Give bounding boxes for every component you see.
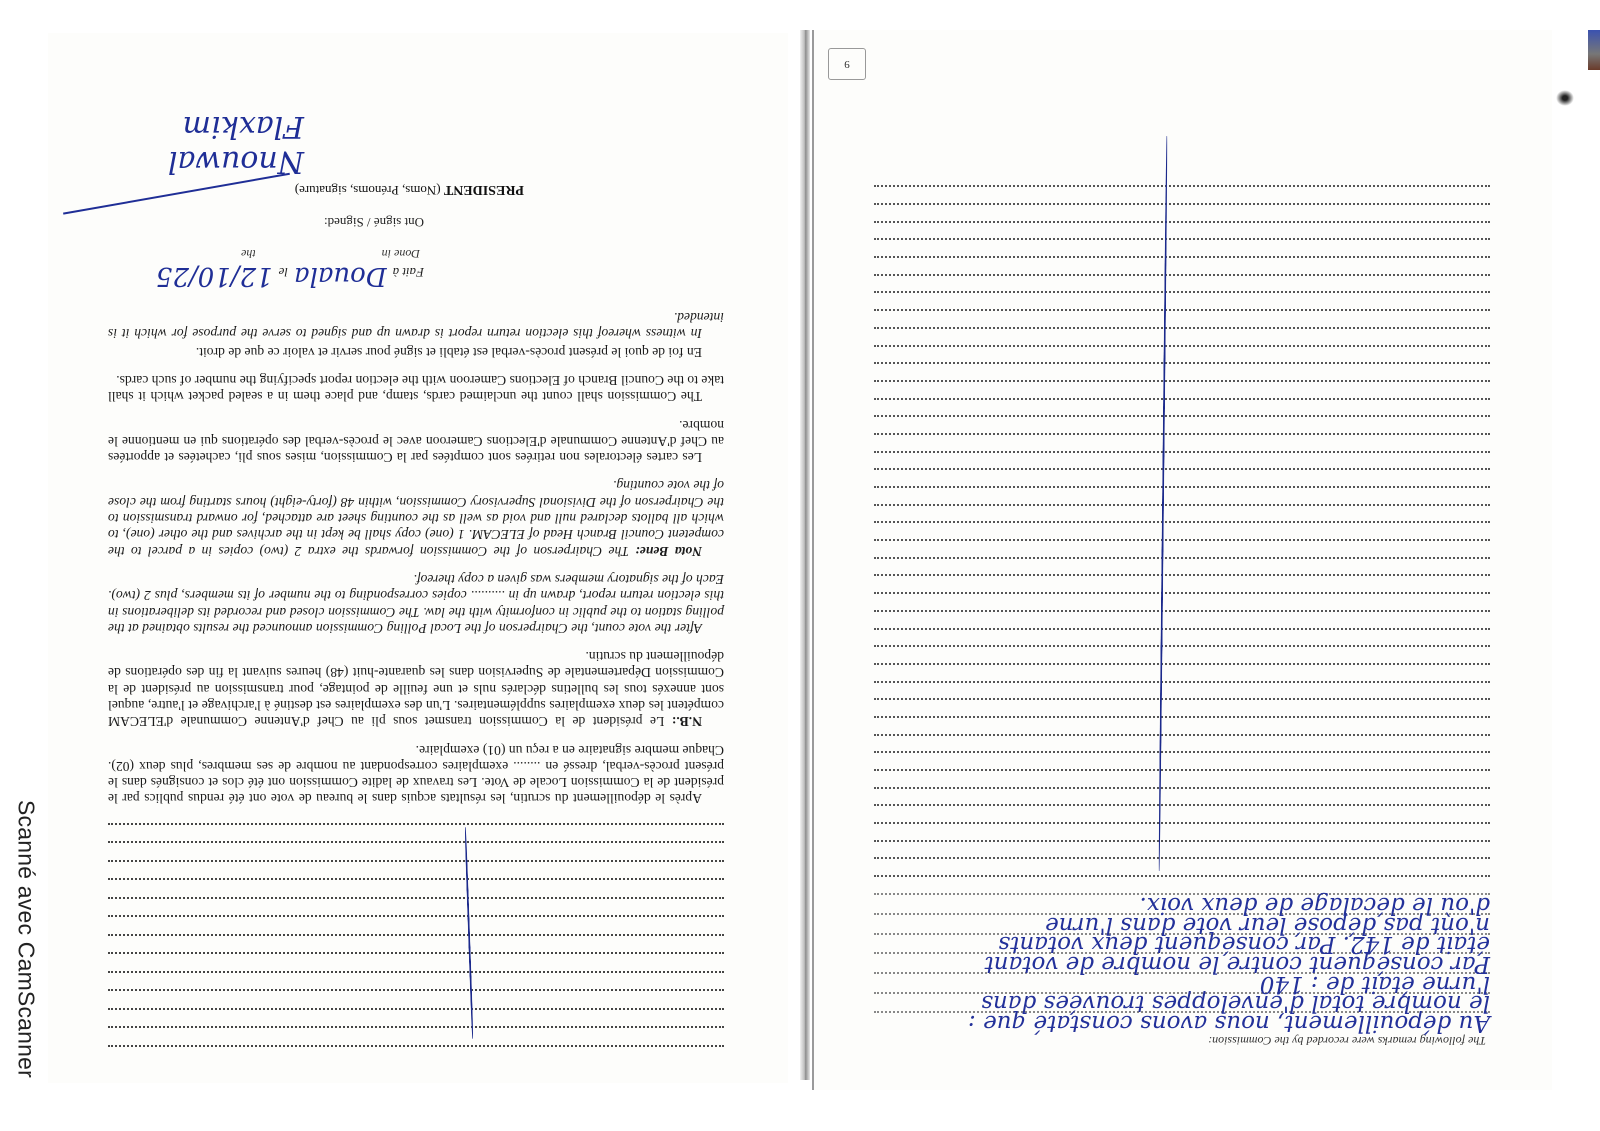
blank-dotted-line (874, 345, 1490, 347)
camscanner-watermark: Scanné avec CamScanner (13, 800, 40, 1078)
blank-dotted-line (874, 433, 1490, 435)
blank-dotted-line (874, 362, 1490, 364)
president-title: PRESIDENT (443, 181, 524, 197)
paragraph-fr-witness: En foi de quoi le présent procès-verbal est établi et signé pour servir et valoir ce que de droit. (195, 344, 702, 360)
blank-dotted-line (874, 858, 1490, 860)
blank-dotted-line (874, 769, 1490, 771)
blank-dotted-line (874, 398, 1490, 400)
blank-dotted-line (108, 953, 724, 955)
blank-dotted-line (874, 840, 1490, 842)
blank-dotted-line (874, 380, 1490, 382)
nb-label: N.B.: (671, 714, 702, 730)
handwritten-line: le nombre total d'enveloppes trouvées dans (874, 992, 1490, 1012)
blank-dotted-line (874, 663, 1490, 665)
handwritten-place: Douala (294, 260, 387, 291)
blank-dotted-line (874, 415, 1490, 417)
blank-dotted-line (108, 897, 724, 899)
blank-dotted-line (874, 822, 1490, 824)
paragraph-en-results: After the vote count, the Chairperson of the Local Polling Commission announced the results obtained at the polling station to the public in conformity with the law. The Commission closed and recorded its deliberations in this election return report, drawn up in .......... copies corresponding to the number of its members, plus 2 (two). Each of the signatory members was given a copy thereof. (108, 571, 724, 636)
blank-dotted-line (874, 575, 1490, 577)
handwritten-line: Au dépouillement, nous avons constaté que : (874, 1011, 1490, 1031)
blank-dotted-line (874, 804, 1490, 806)
blank-dotted-line (874, 221, 1490, 223)
blank-dotted-line (874, 327, 1490, 329)
left-page (48, 33, 788, 1083)
blank-dotted-line (874, 468, 1490, 470)
nota-bene-label: Nota Bene: (635, 543, 702, 559)
handwritten-date: 12/10/25 (155, 260, 273, 291)
blank-dotted-line (108, 823, 724, 825)
blank-dotted-line (874, 628, 1490, 630)
president-subtitle: (Noms, Prénoms, signature) (294, 182, 441, 198)
ink-smudge (1556, 90, 1574, 106)
blank-dotted-line (874, 716, 1490, 718)
blank-dotted-line (874, 539, 1490, 541)
blank-dotted-line (874, 521, 1490, 523)
blank-lines-block (108, 823, 724, 1047)
paragraph-fr-cards: Les cartes électorales non retirées sont comptées par la Commission, mises sous pli, cachetées et apportées au Chef d'Antenne Communale d'Elections Cameroon avec le procès-verbal des opérations qui en mentionne le nombre. (108, 417, 724, 466)
blank-dotted-line (874, 451, 1490, 453)
blank-dotted-line (874, 610, 1490, 612)
handwritten-line: Par conséquent contre le nombre de votant (874, 952, 1490, 972)
the-label: the (241, 246, 256, 261)
blank-dotted-line (108, 1045, 724, 1047)
done-in-label: Done in (381, 246, 420, 261)
blank-dotted-line (874, 681, 1490, 683)
le-label: le (278, 264, 289, 280)
blank-dotted-line (108, 916, 724, 918)
blank-dotted-line (874, 256, 1490, 258)
blank-dotted-line (108, 879, 724, 881)
blank-dotted-line (874, 787, 1490, 789)
signed-label: Ont signé / Signed: (323, 214, 424, 230)
blank-dotted-line (874, 203, 1490, 205)
paragraph-en-nota-bene: Nota Bene: The Chairperson of the Commission forwards the extra 2 (two) copies in a parcel to the competent Council Branch Head of ELECAM. 1 (one) copy shall be kept in the archives and the other (one), to which all ballots declared null and void as well as the counting sheet are attached, for onward transmission to the Chairperson of the Divisional Supervisory Commission, within 48 (forty-eight) hours starting from the close of the vote counting. (108, 478, 724, 559)
blank-dotted-line (874, 309, 1490, 311)
blank-dotted-line (108, 1008, 724, 1010)
remarks-heading: The following remarks were recorded by the Commission: (1208, 1034, 1486, 1048)
blank-dotted-line (108, 971, 724, 973)
blank-dotted-line (874, 875, 1490, 877)
blank-dotted-line (874, 592, 1490, 594)
blank-dotted-line (874, 645, 1490, 647)
blank-dotted-line (874, 292, 1490, 294)
right-page (812, 30, 1552, 1090)
blank-dotted-line (108, 990, 724, 992)
handwritten-line: n'ont pas déposé leur vote dans l'urne (874, 913, 1490, 933)
blank-dotted-line (874, 734, 1490, 736)
done-at-block (108, 246, 724, 291)
blank-dotted-line (874, 751, 1490, 753)
scan-edge-artifact (1588, 30, 1600, 70)
blank-dotted-line (108, 860, 724, 862)
blank-dotted-line (874, 238, 1490, 240)
fait-a-label: Fait à (392, 264, 424, 280)
paragraph-fr-results: Après le dépouillement du scrutin, les résultats acquis dans le bureau de vote ont été rendus publics par le président de la Commission Locale de Vote. Les travaux de ladite Commission ont été clos et consignés dans le présent procès-verbal, dressé en ........ exemplaires correspondant au nombre de ses membres, plus deux (02). Chaque membre signataire en a reçu un (01) exemplaire. (108, 742, 724, 807)
handwritten-remarks (874, 891, 1490, 1036)
book-spine (800, 30, 810, 1080)
handwritten-line: l'urne était de : 140 (874, 972, 1490, 992)
blank-dotted-line (874, 557, 1490, 559)
paragraph-en-witness: In witness whereof this election return report is drawn up and signed to serve the purpose for which it is intended. (108, 310, 724, 342)
blank-lines-block (874, 185, 1490, 877)
paragraph-en-cards: The Commission shall count the unclaimed cards, stamp, and place them in a sealed packet which it shall take to the Council Branch of Elections Cameroon with the election report specifying the number of such cards. (108, 372, 724, 405)
page-number: 9 (828, 48, 866, 80)
blank-dotted-line (874, 698, 1490, 700)
handwritten-line: était de 142. Par conséquent deux votants (874, 933, 1490, 953)
blank-dotted-line (874, 486, 1490, 488)
blank-dotted-line (874, 185, 1490, 187)
blank-dotted-line (108, 1027, 724, 1029)
blank-dotted-line (874, 274, 1490, 276)
blank-dotted-line (108, 934, 724, 936)
paragraph-fr-nb: N.B.: Le président de la Commission transmet sous pli au Chef d'Antenne Communale d'ELECAM compétent les deux exemplaires supplémentaires. L'un des exemplaires est destiné à l'archivage et l'autre, auquel sont annexés tous les bulletins déclarés nuls et une feuille de pointage, pour transmission au président de la Commission Départementale de Supervision dans les quarante-huit (48) heures suivant la fin des opérations de dépouillement du scrutin. (108, 649, 724, 730)
president-handwritten-name: Nnouwal Flaxkim (167, 108, 304, 179)
blank-dotted-line (874, 504, 1490, 506)
blank-dotted-line (108, 842, 724, 844)
handwritten-line: d'où le décalage de deux voix. (874, 893, 1490, 913)
